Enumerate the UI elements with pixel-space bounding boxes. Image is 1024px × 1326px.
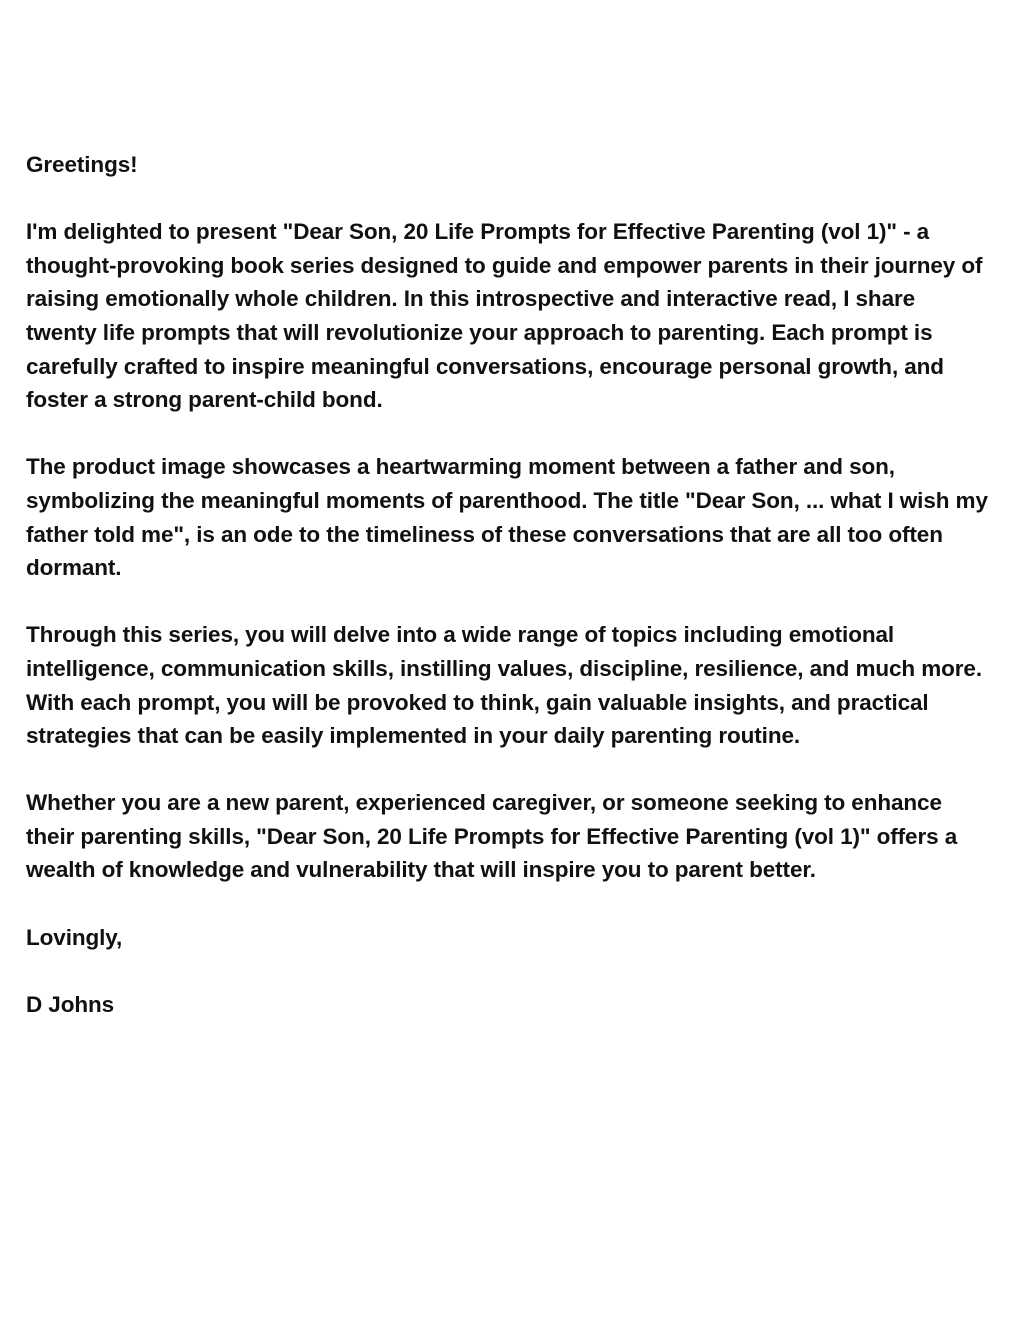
greeting: Greetings! <box>26 152 138 177</box>
paragraph-product-image: The product image showcases a heartwarming moment between a father and son, symbolizing the meaningful moments of parenthood. The title "Dear Son, ... what I wish my father told me", is an ode to the timeliness of these conversations that are all too often dormant. <box>26 454 988 581</box>
closing: Lovingly, <box>26 924 123 950</box>
signature: D Johns <box>26 991 115 1017</box>
letter-body <box>26 148 991 1021</box>
paragraph-topics: Through this series, you will delve into a wide range of topics including emotional intelligence, communication skills, instilling values, discipline, resilience, and much more. With each prompt, you will be provoked to think, gain valuable insights, and practical strategies that can be easily implemented in your daily parenting routine. <box>26 622 982 749</box>
paragraph-intro: I'm delighted to present "Dear Son, 20 Life Prompts for Effective Parenting (vol 1)" - a thought-provoking book series designed to guide and empower parents in their journey of raising emotionally whole children. In this introspective and interactive read, I share twenty life prompts that will revolutionize your approach to parenting. Each prompt is carefully crafted to inspire meaningful conversations, encourage personal growth, and foster a strong parent-child bond. <box>26 219 983 413</box>
paragraph-audience: Whether you are a new parent, experienced caregiver, or someone seeking to enhance their parenting skills, "Dear Son, 20 Life Prompts for Effective Parenting (vol 1)" offers a wealth of knowledge and vulnerability that will inspire you to parent better. <box>26 790 958 883</box>
